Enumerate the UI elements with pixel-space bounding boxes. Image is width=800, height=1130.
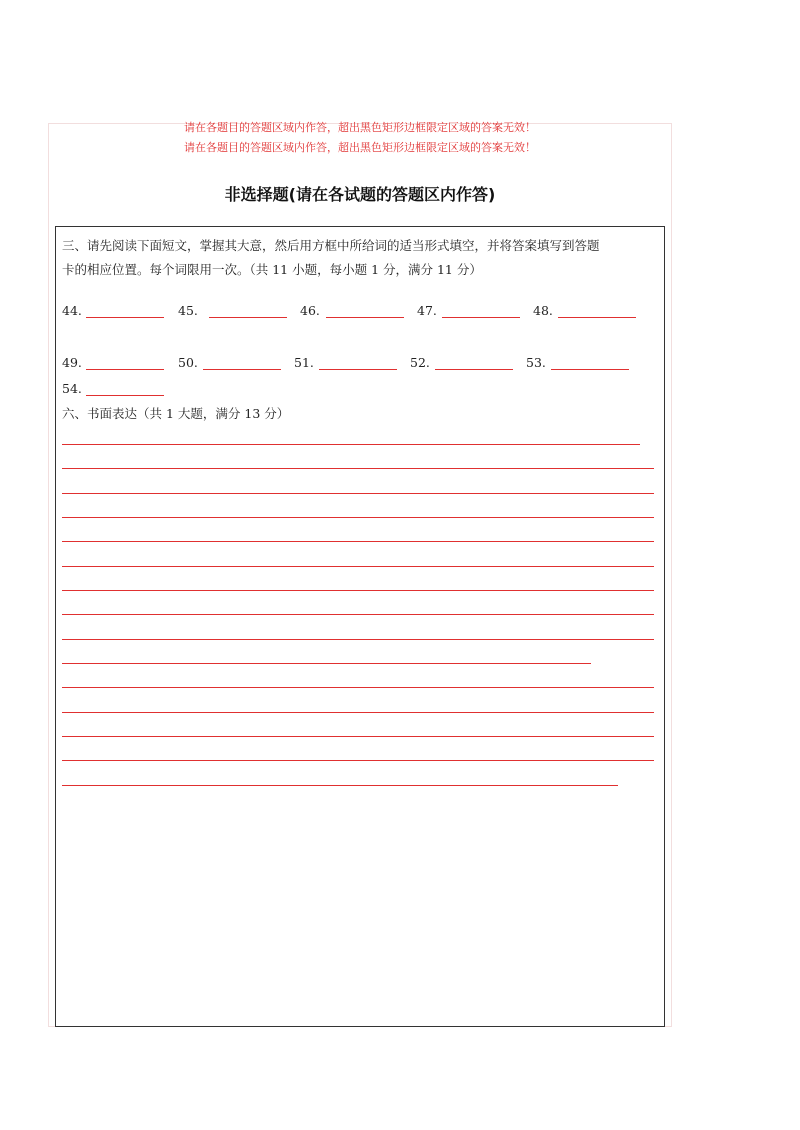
writing-line[interactable] — [62, 785, 618, 786]
blank-item-51[interactable] — [294, 354, 318, 374]
section-title: 非选择题(请在各试题的答题区内作答) — [224, 185, 496, 204]
blank-item-53[interactable] — [526, 354, 550, 374]
blank-number: 51. — [294, 355, 314, 370]
blank-item-44[interactable] — [62, 302, 86, 322]
blank-item-47[interactable] — [417, 302, 441, 322]
writing-line[interactable] — [62, 663, 591, 664]
blank-number: 46. — [300, 303, 320, 318]
blank-number: 52. — [410, 355, 430, 370]
answer-blank-line[interactable] — [326, 317, 404, 318]
blank-item-45[interactable] — [178, 302, 202, 322]
answer-blank-line[interactable] — [86, 395, 164, 396]
writing-line[interactable] — [62, 590, 654, 591]
blank-number: 53. — [526, 355, 546, 370]
writing-line[interactable] — [62, 444, 640, 445]
part6-heading: 六、书面表达（共 1 大题，满分 13 分） — [62, 406, 290, 421]
writing-line[interactable] — [62, 517, 654, 518]
answer-blank-line[interactable] — [319, 369, 397, 370]
writing-line[interactable] — [62, 639, 654, 640]
blank-number: 47. — [417, 303, 437, 318]
blank-number: 44. — [62, 303, 82, 318]
warning-notice: 请在各题目的答题区域内作答，超出黑色矩形边框限定区域的答案无效！ — [184, 121, 536, 134]
writing-line[interactable] — [62, 760, 654, 761]
answer-blank-line[interactable] — [551, 369, 629, 370]
part3-instruction: 三、请先阅读下面短文，掌握其大意，然后用方框中所给词的适当形式填空，并将答案填写到答题 — [62, 238, 600, 253]
answer-area-box — [55, 226, 665, 1027]
part3-instruction: 卡的相应位置。每个词限用一次。（共 11 小题，每小题 1 分，满分 11 分） — [62, 262, 482, 277]
answer-blank-line[interactable] — [435, 369, 513, 370]
warning-notice: 请在各题目的答题区域内作答，超出黑色矩形边框限定区域的答案无效！ — [184, 141, 536, 154]
answer-blank-line[interactable] — [442, 317, 520, 318]
writing-line[interactable] — [62, 468, 654, 469]
writing-line[interactable] — [62, 614, 654, 615]
blank-number: 50. — [178, 355, 198, 370]
writing-line[interactable] — [62, 712, 654, 713]
writing-line[interactable] — [62, 687, 654, 688]
writing-line[interactable] — [62, 736, 654, 737]
blank-item-50[interactable] — [178, 354, 202, 374]
writing-line[interactable] — [62, 493, 654, 494]
answer-blank-line[interactable] — [558, 317, 636, 318]
blank-number: 48. — [533, 303, 553, 318]
writing-line[interactable] — [62, 541, 654, 542]
blank-number: 54. — [62, 381, 82, 396]
answer-blank-line[interactable] — [86, 317, 164, 318]
answer-blank-line[interactable] — [209, 317, 287, 318]
answer-blank-line[interactable] — [86, 369, 164, 370]
blank-item-52[interactable] — [410, 354, 434, 374]
blank-item-49[interactable] — [62, 354, 86, 374]
blank-number: 45. — [178, 303, 198, 318]
blank-item-48[interactable] — [533, 302, 557, 322]
writing-line[interactable] — [62, 566, 654, 567]
blank-item-54[interactable] — [62, 380, 86, 400]
answer-blank-line[interactable] — [203, 369, 281, 370]
blank-number: 49. — [62, 355, 82, 370]
blank-item-46[interactable] — [300, 302, 324, 322]
